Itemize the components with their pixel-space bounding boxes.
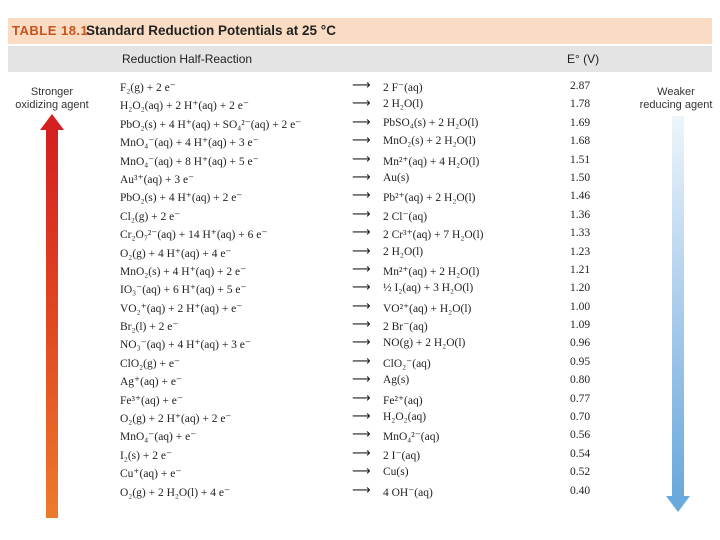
table-row	[0, 280, 720, 298]
half-reaction-reactants: MnO₄⁻(aq) + 8 H⁺(aq) + 5 e⁻	[120, 155, 259, 168]
half-reaction-reactants: H₂O₂(aq) + 2 H⁺(aq) + 2 e⁻	[120, 100, 249, 113]
reaction-arrow-icon: ⟶	[352, 78, 371, 93]
table-row	[0, 299, 720, 317]
table-row	[0, 96, 720, 114]
reaction-arrow-icon: ⟶	[352, 169, 371, 185]
reaction-arrow-icon: ⟶	[352, 133, 371, 149]
half-reaction-reactants: O₂(g) + 2 H⁺(aq) + 2 e⁻	[120, 413, 232, 426]
half-reaction-products: 2 H₂O(l)	[383, 98, 424, 111]
standard-potential-value: 1.50	[570, 171, 591, 184]
table-row	[0, 335, 720, 353]
standard-potential-value: 1.78	[570, 98, 591, 111]
table-row	[0, 391, 720, 409]
half-reaction-products: 2 F⁻(aq)	[383, 82, 423, 94]
half-reaction-products: ClO₂⁻(aq)	[383, 357, 431, 370]
table-row	[0, 244, 720, 262]
reaction-arrow-icon: ⟶	[352, 96, 371, 112]
half-reaction-reactants: Au³⁺(aq) + 3 e⁻	[120, 173, 195, 186]
half-reaction-reactants: PbO₂(s) + 4 H⁺(aq) + SO₄²⁻(aq) + 2 e⁻	[120, 118, 302, 131]
reaction-arrow-icon: ⟶	[352, 280, 371, 296]
half-reaction-products: 4 OH⁻(aq)	[383, 486, 433, 499]
reaction-arrow-icon: ⟶	[352, 335, 371, 351]
half-reaction-reactants: F₂(g) + 2 e⁻	[120, 82, 176, 94]
half-reaction-products: MnO₂(s) + 2 H₂O(l)	[383, 135, 476, 148]
stronger-oxidizing-label: Stronger oxidizing agent	[15, 86, 89, 111]
reaction-arrow-icon: ⟶	[352, 206, 371, 222]
half-reaction-products: NO(g) + 2 H₂O(l)	[383, 337, 466, 350]
half-reaction-products: H₂O₂(aq)	[383, 411, 427, 424]
standard-potential-value: 1.69	[570, 116, 591, 129]
half-reaction-reactants: Cu⁺(aq) + e⁻	[120, 468, 182, 481]
table-row	[0, 446, 720, 464]
half-reaction-products: ½ I₂(aq) + 3 H₂O(l)	[383, 282, 474, 295]
reaction-arrow-icon: ⟶	[352, 188, 371, 204]
half-reaction-reactants: Ag⁺(aq) + e⁻	[120, 376, 183, 389]
table-row	[0, 78, 720, 96]
half-reaction-products: Ag(s)	[383, 374, 410, 387]
standard-potential-value: 0.96	[570, 337, 591, 350]
column-header-potential: E° (V)	[567, 52, 600, 66]
table-row	[0, 133, 720, 151]
table-row	[0, 409, 720, 427]
half-reaction-reactants: IO₃⁻(aq) + 6 H⁺(aq) + 5 e⁻	[120, 284, 247, 297]
table-number: TABLE 18.1	[12, 23, 89, 38]
table-row	[0, 152, 720, 170]
half-reaction-products: Au(s)	[383, 171, 410, 184]
reaction-table-body	[0, 78, 720, 501]
standard-potential-value: 1.09	[570, 319, 591, 332]
half-reaction-reactants: MnO₂(s) + 4 H⁺(aq) + 2 e⁻	[120, 265, 247, 278]
half-reaction-products: Mn²⁺(aq) + 4 H₂O(l)	[383, 155, 480, 168]
reaction-arrow-icon: ⟶	[352, 353, 371, 369]
table-row	[0, 115, 720, 133]
standard-potential-value: 1.33	[570, 227, 591, 240]
standard-potential-value: 0.70	[570, 411, 591, 424]
half-reaction-products: Fe²⁺(aq)	[383, 394, 423, 407]
reaction-arrow-icon: ⟶	[352, 427, 371, 443]
standard-potential-value: 0.80	[570, 374, 591, 387]
half-reaction-reactants: NO₃⁻(aq) + 4 H⁺(aq) + 3 e⁻	[120, 339, 251, 352]
standard-potential-value: 1.21	[570, 263, 591, 276]
table-row	[0, 317, 720, 335]
table-row	[0, 262, 720, 280]
column-header-reaction: Reduction Half-Reaction	[122, 52, 253, 66]
standard-potential-value: 2.87	[570, 80, 591, 92]
standard-potential-value: 1.23	[570, 245, 591, 258]
half-reaction-reactants: Fe³⁺(aq) + e⁻	[120, 394, 183, 407]
half-reaction-products: PbSO₄(s) + 2 H₂O(l)	[383, 116, 479, 129]
reaction-arrow-icon: ⟶	[352, 390, 371, 406]
reaction-arrow-icon: ⟶	[352, 298, 371, 314]
table-row	[0, 207, 720, 225]
standard-potential-value: 0.77	[570, 392, 591, 405]
half-reaction-products: Cu(s)	[383, 466, 409, 479]
half-reaction-products: 2 Cl⁻(aq)	[383, 210, 428, 223]
reaction-arrow-icon: ⟶	[352, 151, 371, 167]
half-reaction-products: VO²⁺(aq) + H₂O(l)	[383, 302, 472, 315]
standard-potential-value: 1.36	[570, 208, 591, 221]
half-reaction-reactants: Cr₂O₇²⁻(aq) + 14 H⁺(aq) + 6 e⁻	[120, 229, 268, 242]
reaction-arrow-icon: ⟶	[352, 464, 371, 480]
reaction-arrow-icon: ⟶	[352, 372, 371, 388]
half-reaction-reactants: I₂(s) + 2 e⁻	[120, 449, 173, 462]
standard-potential-value: 0.54	[570, 447, 591, 460]
reaction-arrow-icon: ⟶	[352, 243, 371, 259]
standard-potential-value: 1.51	[570, 153, 591, 166]
reaction-arrow-icon: ⟶	[352, 225, 371, 241]
reaction-arrow-icon: ⟶	[352, 409, 371, 425]
weaker-reducing-label: Weaker reducing agent	[639, 86, 713, 111]
reaction-arrow-icon: ⟶	[352, 114, 371, 130]
half-reaction-products: 2 I⁻(aq)	[383, 449, 421, 462]
table-row	[0, 170, 720, 188]
half-reaction-reactants: VO₂⁺(aq) + 2 H⁺(aq) + e⁻	[120, 302, 243, 315]
table-row	[0, 464, 720, 482]
half-reaction-products: 2 Cr³⁺(aq) + 7 H₂O(l)	[383, 229, 484, 242]
half-reaction-products: Pb²⁺(aq) + 2 H₂O(l)	[383, 192, 476, 205]
table-row	[0, 188, 720, 206]
half-reaction-products: 2 H₂O(l)	[383, 245, 424, 258]
table-row	[0, 427, 720, 445]
half-reaction-reactants: PbO₂(s) + 4 H⁺(aq) + 2 e⁻	[120, 192, 243, 205]
half-reaction-products: Mn²⁺(aq) + 2 H₂O(l)	[383, 265, 480, 278]
half-reaction-reactants: Br₂(l) + 2 e⁻	[120, 321, 179, 334]
half-reaction-products: MnO₄²⁻(aq)	[383, 431, 440, 444]
standard-potential-value: 0.40	[570, 484, 591, 497]
column-header-band	[8, 46, 712, 72]
standard-potential-value: 1.68	[570, 135, 591, 148]
reaction-arrow-icon: ⟶	[352, 261, 371, 277]
table-row	[0, 354, 720, 372]
standard-potential-value: 1.00	[570, 300, 591, 313]
table-row	[0, 225, 720, 243]
table-row	[0, 483, 720, 501]
half-reaction-reactants: MnO₄⁻(aq) + e⁻	[120, 431, 197, 444]
reaction-arrow-icon: ⟶	[352, 445, 371, 461]
standard-potential-value: 1.20	[570, 282, 591, 295]
reaction-arrow-icon: ⟶	[352, 317, 371, 333]
half-reaction-reactants: ClO₂(g) + e⁻	[120, 357, 180, 370]
table-row	[0, 372, 720, 390]
table-title: Standard Reduction Potentials at 25 °C	[86, 23, 336, 38]
standard-potential-value: 0.95	[570, 355, 591, 368]
standard-potential-value: 0.56	[570, 429, 591, 442]
half-reaction-reactants: O₂(g) + 4 H⁺(aq) + 4 e⁻	[120, 247, 232, 260]
half-reaction-reactants: MnO₄⁻(aq) + 4 H⁺(aq) + 3 e⁻	[120, 137, 259, 150]
standard-potential-value: 0.52	[570, 466, 591, 479]
half-reaction-reactants: O₂(g) + 2 H₂O(l) + 4 e⁻	[120, 486, 231, 499]
standard-potential-value: 1.46	[570, 190, 591, 203]
half-reaction-reactants: Cl₂(g) + 2 e⁻	[120, 210, 181, 223]
half-reaction-products: 2 Br⁻(aq)	[383, 321, 428, 334]
reaction-arrow-icon: ⟶	[352, 482, 371, 498]
